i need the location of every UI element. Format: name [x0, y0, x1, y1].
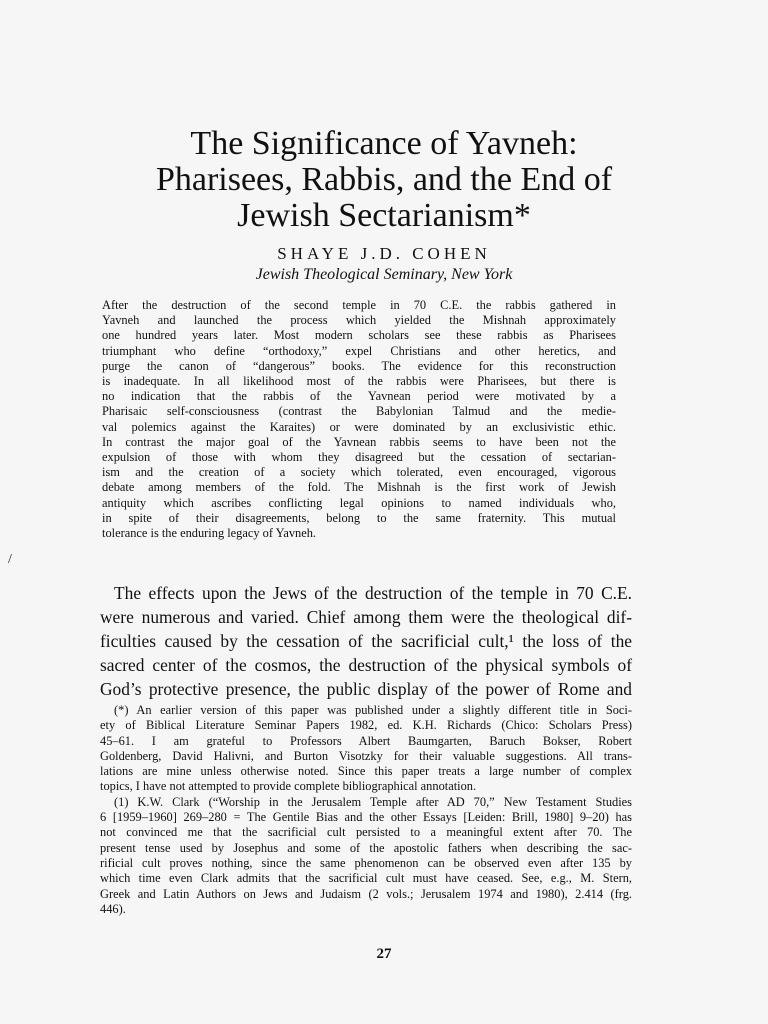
abstract-line: Yavneh and launched the process which yielded the Mishnah approximately — [102, 313, 616, 328]
abstract-line: purge the canon of “dangerous” books. The evidence for this reconstruction — [102, 358, 616, 373]
body-line: ficulties caused by the cessation of the sacrificial cult,¹ the loss of the — [100, 631, 632, 651]
footnote-line: 446). — [100, 901, 126, 916]
footnote-line: 45–61. I am grateful to Professors Albert Baumgarten, Baruch Bokser, Robert — [100, 733, 632, 748]
body-line: sacred center of the cosmos, the destruction of the physical symbols of — [100, 655, 632, 675]
footnote-line: lations are mine unless otherwise noted. Since this paper treats a large number of complex — [100, 764, 632, 779]
abstract-line: triumphant who define “orthodoxy,” expel Christians and other heretics, and — [102, 343, 616, 358]
footnote-line: 6 [1959–1960] 269–280 = The Gentile Bias and the other Essays [Leiden: Brill, 1980] 9–20) has — [100, 810, 632, 825]
footnote-line: rificial cult proves nothing, since the same phenomenon can be observed even after 135 by — [100, 855, 632, 870]
abstract-line: ism and the creation of a society which tolerated, even encouraged, vigorous — [102, 465, 616, 480]
abstract-line: In contrast the major goal of the Yavnean rabbis seems to have been not the — [102, 434, 616, 449]
abstract-line: Pharisaic self-consciousness (contrast the Babylonian Talmud and the medie- — [102, 404, 616, 419]
abstract-line: antiquity which ascribes conflicting legal opinions to named individuals who, — [102, 495, 616, 510]
abstract-line: After the destruction of the second temple in 70 C.E. the rabbis gathered in — [102, 298, 616, 312]
abstract-line: no indication that the rabbis of the Yavnean period were motivated by a — [102, 389, 616, 404]
footnote-line: (1) K.W. Clark (“Worship in the Jerusalem Temple after AD 70,” New Testament Studies — [114, 794, 632, 809]
abstract — [102, 298, 616, 541]
footnote-line: topics, I have not attempted to provide complete bibliographical annotation. — [100, 779, 477, 794]
body-text — [100, 581, 632, 701]
abstract-line: tolerance is the enduring legacy of Yavneh. — [102, 526, 317, 541]
footnote-line: ety of Biblical Literature Seminar Papers 1982, ed. K.H. Richards (Chico: Scholars Press) — [100, 718, 632, 733]
title-line: Jewish Sectarianism* — [237, 197, 531, 234]
abstract-line: one hundred years later. Most modern scholars see these rabbis as Pharisees — [102, 328, 616, 343]
body-line: The effects upon the Jews of the destruction of the temple in 70 C.E. — [114, 583, 632, 603]
margin-pen-mark: / — [8, 552, 12, 567]
footnote-line: Greek and Latin Authors on Jews and Judaism (2 vols.; Jerusalem 1974 and 1980), 2.414 (frg. — [100, 886, 632, 901]
body-line: God’s protective presence, the public display of the power of Rome and — [100, 679, 632, 699]
footnotes — [100, 703, 632, 917]
footnote-line: present tense used by Josephus and some of the apostolic fathers when describing the sac- — [100, 840, 632, 855]
title-line: Pharisees, Rabbis, and the End of — [155, 161, 613, 198]
author-affiliation: Jewish Theological Seminary, New York — [255, 266, 513, 283]
author-name: SHAYE J.D. COHEN — [277, 244, 491, 263]
abstract-line: in spite of their disagreements, belong to the same fraternity. This mutual — [102, 510, 616, 525]
abstract-line: is inadequate. In all likelihood most of the rabbis were Pharisees, but there is — [102, 374, 616, 389]
footnote-line: which time even Clark admits that the sacrificial cult must have ceased. See, e.g., M. Stern, — [100, 871, 632, 886]
abstract-line: debate among members of the fold. The Mishnah is the first work of Jewish — [102, 480, 616, 495]
abstract-line: val polemics against the Karaites) or were dominated by an exclusivistic ethic. — [102, 419, 616, 434]
abstract-line: expulsion of those with whom they disagreed but the cessation of sectarian- — [102, 450, 616, 465]
title-line: The Significance of Yavneh: — [190, 125, 578, 162]
page-number: 27 — [376, 946, 392, 962]
footnote-line: (*) An earlier version of this paper was published under a slightly different title in Soci- — [114, 703, 632, 717]
footnote-line: Goldenberg, David Halivni, and Burton Visotzky for their valuable suggestions. All trans- — [100, 748, 632, 763]
footnote-line: not convinced me that the sacrificial cult persisted to a meaningful extent after 70. The — [100, 825, 632, 840]
article-title — [60, 126, 708, 234]
body-line: were numerous and varied. Chief among them were the theological dif- — [100, 607, 632, 627]
